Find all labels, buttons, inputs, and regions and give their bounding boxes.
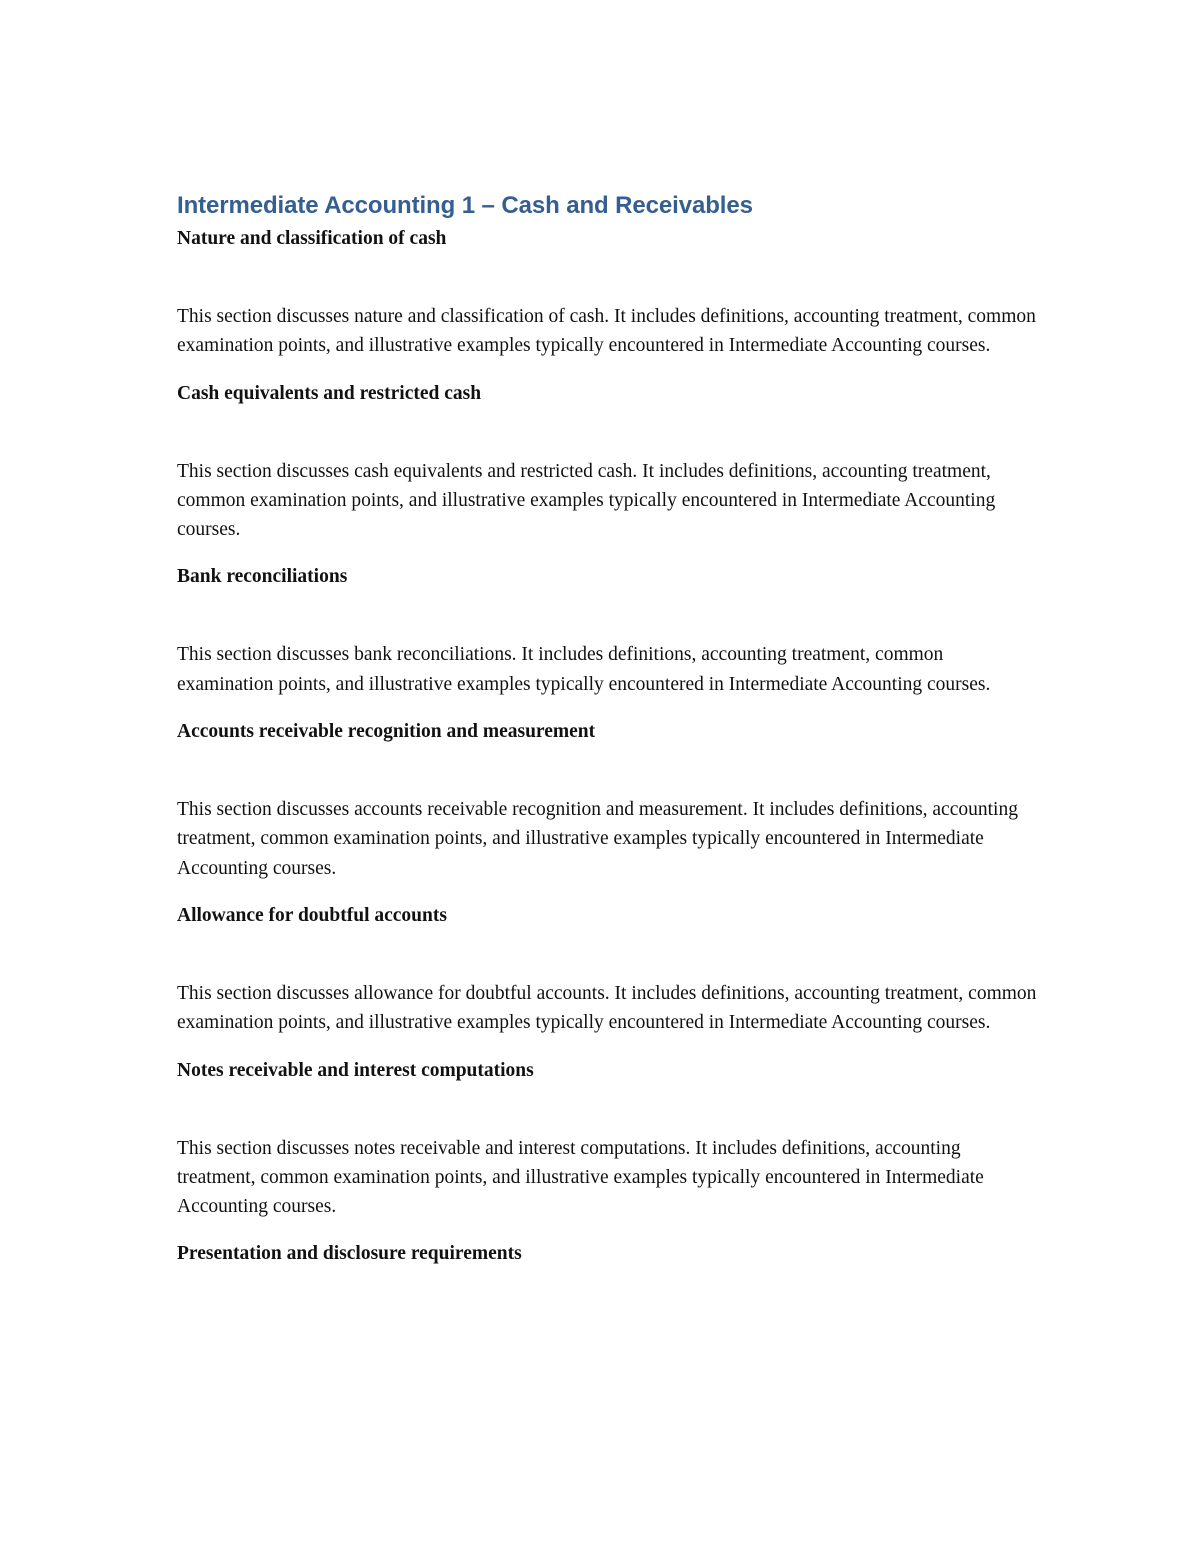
section-body: This section discusses cash equivalents and restricted cash. It includes definitions, accounting treatment, common examination points, and illustrative examples typically encountered in Intermediate Accounting courses. [177,460,996,541]
section-heading: Presentation and disclosure requirements [177,1243,522,1265]
section-bank-reconciliations [177,562,1037,717]
section-heading: Cash equivalents and restricted cash [177,382,482,404]
section-nature-classification-cash [177,224,1037,379]
section-cash-equivalents [177,379,1037,563]
section-heading: Allowance for doubtful accounts [177,904,447,926]
section-heading: Accounts receivable recognition and measurement [177,721,596,743]
section-notes-receivable [177,1056,1037,1240]
section-heading: Nature and classification of cash [177,228,447,249]
section-body: This section discusses bank reconciliations. It includes definitions, accounting treatment, common examination points, and illustrative examples typically encountered in Intermediate Accounting courses. [177,644,991,695]
section-heading: Bank reconciliations [177,566,348,588]
section-heading: Notes receivable and interest computations [177,1059,534,1081]
section-body: This section discusses accounts receivable recognition and measurement. It includes definitions, accounting treatment, common examination points, and illustrative examples typically encountered in Intermediate Accounting courses. [177,799,1018,879]
section-presentation-disclosure [177,1239,1037,1269]
document-page [177,188,1037,1269]
section-accounts-receivable [177,717,1037,901]
section-body: This section discusses allowance for doubtful accounts. It includes definitions, accounting treatment, common examination points, and illustrative examples typically encountered in Intermediate Accounting courses. [177,982,1037,1034]
section-body: This section discusses nature and classification of cash. It includes definitions, accounting treatment, common examination points, and illustrative examples typically encountered in Intermediate Accounting courses. [177,306,1036,357]
section-allowance-doubtful-accounts [177,901,1037,1056]
section-body: This section discusses notes receivable and interest computations. It includes definitions, accounting treatment, common examination points, and illustrative examples typically encountered in Intermediate Accounting courses. [177,1137,984,1218]
document-title: Intermediate Accounting 1 – Cash and Receivables [177,192,753,219]
